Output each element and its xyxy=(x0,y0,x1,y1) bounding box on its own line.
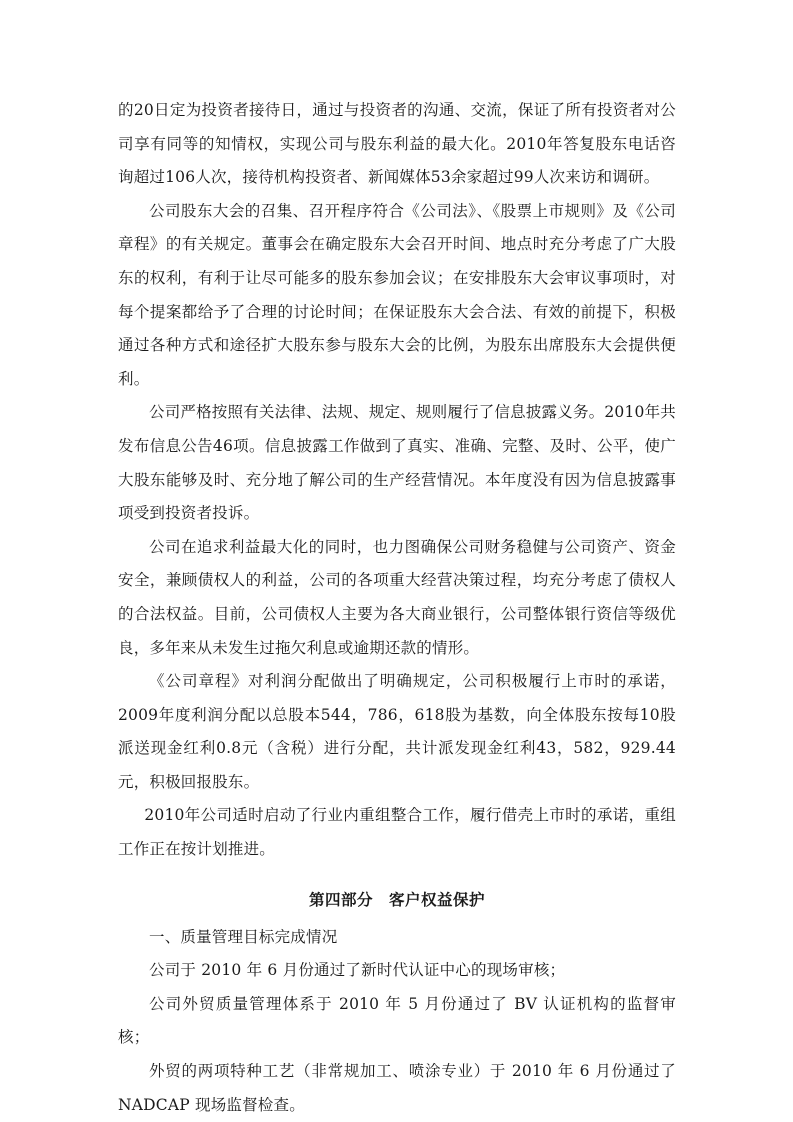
paragraph-information-disclosure: 公司严格按照有关法律、法规、规定、规则履行了信息披露义务。2010年共发布信息公告46项。信息披露工作做到了真实、准确、完整、及时、公平，使广大股东能够及时、充分地了解公司的生产经营情况。本年度没有因为信息披露事项受到投资者投诉。 xyxy=(118,403,676,523)
paragraph-shareholder-meeting: 公司股东大会的召集、召开程序符合《公司法》、《股票上市规则》及《公司章程》的有关规定。董事会在确定股东大会召开时间、地点时充分考虑了广大股东的权利，有利于让尽可能多的股东参加会议；在安排股东大会审议事项时，对每个提案都给予了合理的讨论时间；在保证股东大会合法、有效的前提下，积极通过各种方式和途径扩大股东参与股东大会的比例，为股东出席股东大会提供便利。 xyxy=(118,201,676,388)
paragraph-profit-distribution: 《公司章程》对利润分配做出了明确规定，公司积极履行上市时的承诺，2009年度利润分配以总股本544，786，618股为基数，向全体股东按每10股派送现金红利0.8元（含税）进行分配，共计派发现金红利43，582，929.44元，积极回报股东。 xyxy=(118,672,676,791)
paragraph-creditor-rights: 公司在追求利益最大化的同时，也力图确保公司财务稳健与公司资产、资金安全，兼顾债权人的利益，公司的各项重大经营决策过程，均充分考虑了债权人的合法权益。目前，公司债权人主要为各大商业银行，公司整体银行资信等级优良，多年来从未发生过拖欠利息或逾期还款的情形。 xyxy=(118,537,676,657)
paragraph-investor-relations: 的20日定为投资者接待日，通过与投资者的沟通、交流，保证了所有投资者对公司享有同等的知情权，实现公司与股东利益的最大化。2010年答复股东电话咨询超过106人次，接待机构投资者、新闻媒体53余家超过99人次来访和调研。 xyxy=(118,101,676,187)
paragraph-quality-item-3: 外贸的两项特种工艺（非常规加工、喷涂专业）于 2010 年 6 月份通过了 NADCAP 现场监督检查。 xyxy=(118,1062,676,1114)
paragraph-quality-item-1: 公司于 2010 年 6 月份通过了新时代认证中心的现场审核； xyxy=(149,961,566,980)
paragraph-quality-item-2: 公司外贸质量管理体系于 2010 年 5 月份通过了 BV 认证机构的监督审核； xyxy=(118,994,676,1047)
paragraph-restructuring: 2010年公司适时启动了行业内重组整合工作，履行借壳上市时的承诺，重组工作正在按计划推进。 xyxy=(118,806,676,859)
section-title: 第四部分 客户权益保护 xyxy=(308,890,485,909)
document-page xyxy=(118,94,676,1122)
paragraph-quality-heading: 一、质量管理目标完成情况 xyxy=(149,927,338,946)
